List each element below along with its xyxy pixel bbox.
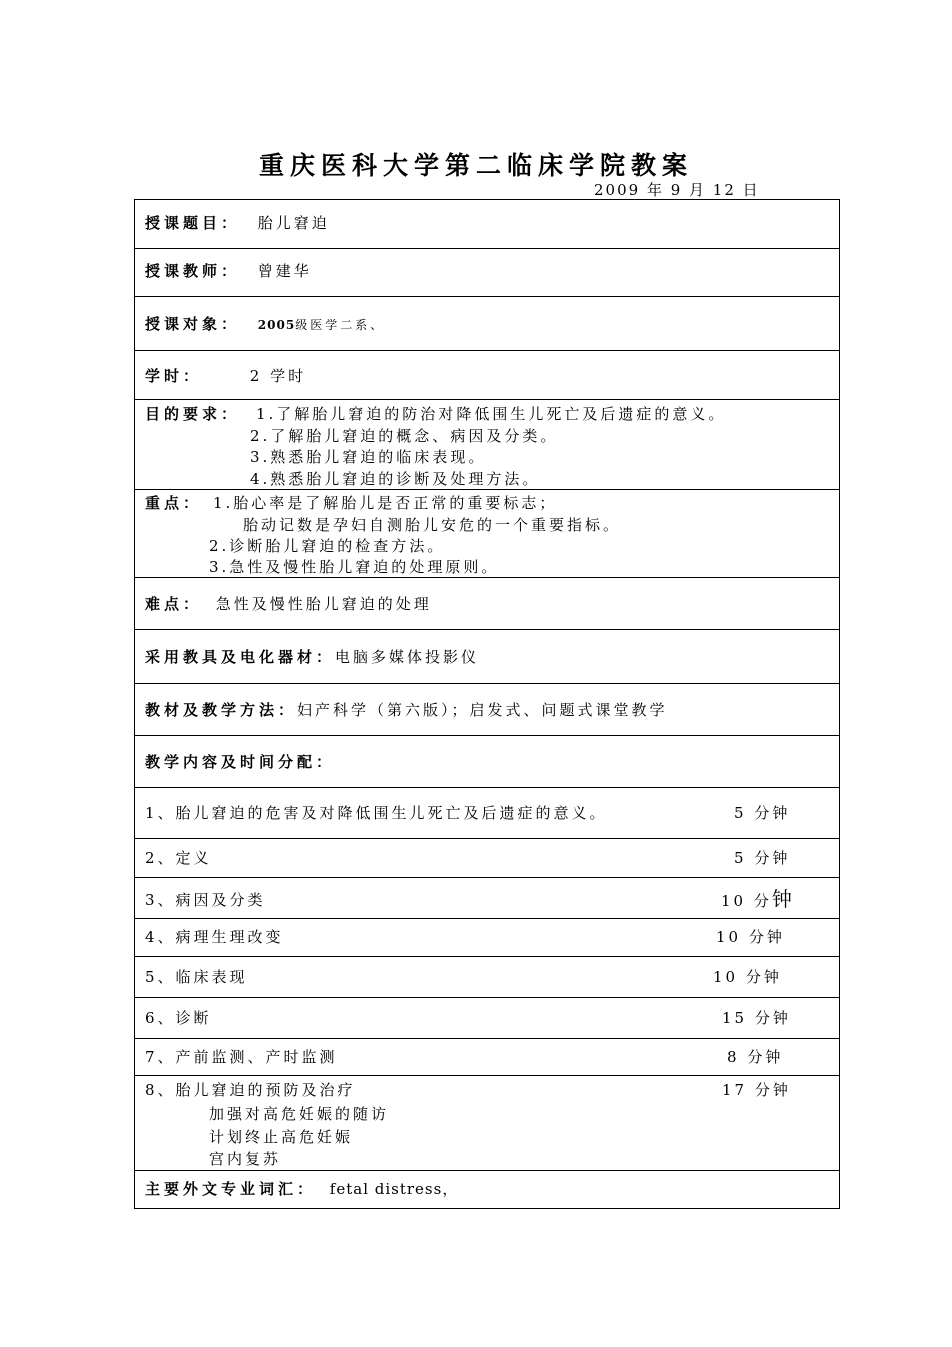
section-title: 4、病理生理改变 xyxy=(145,928,284,946)
minutes-unit: 分钟 xyxy=(754,804,791,822)
audience-year: 2005 xyxy=(257,318,296,332)
row-content-label xyxy=(134,736,840,788)
hours-value: 2 学时 xyxy=(249,367,307,385)
section-minutes xyxy=(721,887,795,913)
minutes-number: 5 xyxy=(734,804,747,822)
section-minutes xyxy=(722,1008,791,1028)
topic-value: 胎儿窘迫 xyxy=(257,214,330,232)
row-audience xyxy=(134,297,840,351)
row-topic xyxy=(134,199,840,249)
section-row xyxy=(134,839,840,878)
equipment-label: 采用教具及电化器材： xyxy=(145,648,336,666)
minutes-unit: 分钟 xyxy=(747,1048,784,1066)
objective-item: 4.熟悉胎儿窘迫的诊断及处理方法。 xyxy=(250,470,541,488)
page-title: 重庆医科大学第二临床学院教案 xyxy=(258,151,693,180)
minutes-unit: 分钟 xyxy=(745,968,782,986)
audience-label: 授课对象： xyxy=(145,315,241,333)
section-minutes xyxy=(734,848,790,868)
hours-label: 学时： xyxy=(145,367,203,385)
objective-item: 3.熟悉胎儿窘迫的临床表现。 xyxy=(250,448,487,466)
section-row xyxy=(134,1076,840,1171)
minutes-number: 5 xyxy=(734,849,747,867)
minutes-unit: 分 xyxy=(753,892,772,910)
section-row xyxy=(134,957,840,998)
section-minutes xyxy=(734,803,790,823)
row-key-points xyxy=(134,490,840,578)
section-title: 5、临床表现 xyxy=(145,968,248,986)
row-vocabulary xyxy=(134,1171,840,1209)
section-minutes xyxy=(716,927,785,947)
minutes-number: 8 xyxy=(727,1048,740,1066)
section-row xyxy=(134,919,840,957)
minutes-unit: 分钟 xyxy=(754,849,791,867)
row-hours xyxy=(134,351,840,400)
section-minutes xyxy=(722,1080,791,1100)
section-title: 7、产前监测、产时监测 xyxy=(145,1048,338,1066)
minutes-unit: 分钟 xyxy=(754,1081,791,1099)
row-objectives xyxy=(134,400,840,490)
section-title: 2、定义 xyxy=(145,849,212,867)
key-point-item: 2.诊断胎儿窘迫的检查方法。 xyxy=(209,537,446,555)
minutes-unit: 钟 xyxy=(771,887,795,911)
section-subitem: 宫内复苏 xyxy=(209,1150,282,1168)
row-method xyxy=(134,684,840,736)
section-row xyxy=(134,788,840,839)
minutes-number: 10 xyxy=(721,892,747,910)
row-teacher xyxy=(134,248,840,297)
section-minutes xyxy=(713,967,782,987)
audience-rest: 级医学二系、 xyxy=(295,318,386,332)
teacher-value: 曾建华 xyxy=(257,262,312,280)
section-title: 1、胎儿窘迫的危害及对降低围生儿死亡及后遗症的意义。 xyxy=(145,804,608,822)
teacher-label: 授课教师： xyxy=(145,262,241,280)
equipment-value: 电脑多媒体投影仪 xyxy=(335,648,480,666)
topic-label: 授课题目： xyxy=(145,214,241,232)
objective-item: 2.了解胎儿窘迫的概念、病因及分类。 xyxy=(250,427,559,445)
method-value: 妇产科学（第六版）；启发式、问题式课堂教学 xyxy=(297,701,668,719)
section-minutes xyxy=(727,1047,783,1067)
section-row xyxy=(134,878,840,919)
section-subitem: 加强对高危妊娠的随访 xyxy=(209,1105,390,1123)
section-row xyxy=(134,1039,840,1076)
difficulty-label: 难点： xyxy=(145,595,203,613)
section-subitem: 计划终止高危妊娠 xyxy=(209,1128,354,1146)
key-point-item: 胎动记数是孕妇自测胎儿安危的一个重要指标。 xyxy=(243,516,622,534)
section-title: 6、诊断 xyxy=(145,1009,212,1027)
key-point-item: 3.急性及慢性胎儿窘迫的处理原则。 xyxy=(209,558,500,576)
difficulty-value: 急性及慢性胎儿窘迫的处理 xyxy=(215,595,432,613)
row-difficulty xyxy=(134,578,840,630)
row-equipment xyxy=(134,630,840,684)
minutes-number: 10 xyxy=(716,928,742,946)
content-label: 教学内容及时间分配： xyxy=(145,753,336,771)
minutes-number: 10 xyxy=(713,968,739,986)
section-row xyxy=(134,998,840,1039)
minutes-number: 17 xyxy=(722,1081,748,1099)
vocab-label: 主要外文专业词汇： xyxy=(145,1180,317,1198)
minutes-number: 15 xyxy=(722,1009,748,1027)
section-title: 3、病因及分类 xyxy=(145,891,266,909)
vocab-value: fetal distress， xyxy=(329,1180,459,1198)
key-point-item: 1.胎心率是了解胎儿是否正常的重要标志； xyxy=(213,494,558,512)
objective-item: 1.了解胎儿窘迫的防治对降低围生儿死亡及后遗症的意义。 xyxy=(256,405,727,423)
section-title: 8、胎儿窘迫的预防及治疗 xyxy=(145,1081,356,1099)
minutes-unit: 分钟 xyxy=(748,928,785,946)
key-points-label: 重点： xyxy=(145,494,203,512)
lesson-date: 2009 年 9 月 12 日 xyxy=(594,181,760,199)
minutes-unit: 分钟 xyxy=(754,1009,791,1027)
objectives-label: 目的要求： xyxy=(145,405,241,423)
method-label: 教材及教学方法： xyxy=(145,701,298,719)
